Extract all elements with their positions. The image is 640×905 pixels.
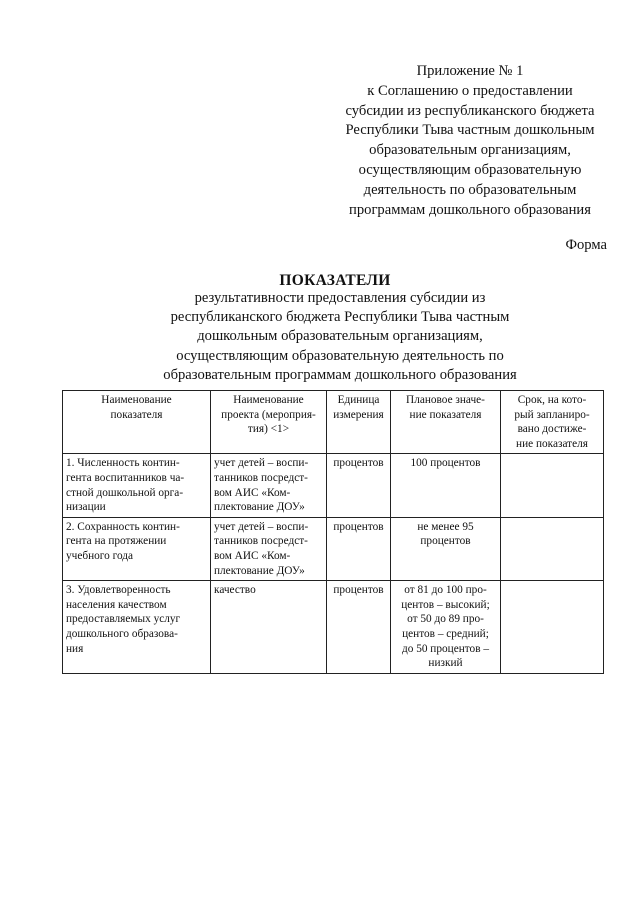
cell-text-line: процентов xyxy=(333,520,384,533)
cell-text-line: процентов xyxy=(333,457,384,470)
cell-indicator-name xyxy=(63,454,211,517)
cell-text-line: низкий xyxy=(428,657,463,670)
cell-text-line: плектование ДОУ» xyxy=(214,564,305,577)
appendix-line: к Соглашению о предоставлении xyxy=(367,82,573,99)
cell-project-name xyxy=(211,517,327,580)
cell-text-line: процентов xyxy=(333,584,384,597)
cell-text-line: танников посредст- xyxy=(214,535,308,548)
cell-deadline xyxy=(501,581,604,674)
cell-text-line: центов – средний; xyxy=(402,627,489,640)
cell-text-line: учет детей – воспи- xyxy=(214,457,309,470)
subtitle-line: образовательным программам дошкольного образования xyxy=(163,366,517,383)
appendix-line: образовательным организациям, xyxy=(369,142,571,159)
form-label: Форма xyxy=(565,237,607,253)
cell-deadline xyxy=(501,454,604,517)
cell-text-line: гента воспитанников ча- xyxy=(66,471,185,484)
appendix-line: субсидии из республиканского бюджета xyxy=(345,102,595,119)
header-planned-value: Плановое значе- ние показателя xyxy=(391,391,501,454)
cell-text-line: дошкольного образова- xyxy=(66,627,178,640)
cell-text-line: ния xyxy=(66,642,84,655)
cell-indicator-name xyxy=(63,581,211,674)
table-header-row xyxy=(63,391,604,454)
cell-text-line: гента на протяжении xyxy=(66,535,167,548)
subtitle-line: дошкольным образовательным организациям, xyxy=(197,328,483,345)
cell-text-line: центов – высокий; xyxy=(401,598,490,611)
cell-text-line: учет детей – воспи- xyxy=(214,520,309,533)
header-indicator-name: Наименование показателя xyxy=(63,391,211,454)
appendix-line: Республики Тыва частным дошкольным xyxy=(345,122,595,139)
cell-text-line: населения качеством xyxy=(66,598,167,611)
header-deadline: Срок, на кото- рый запланиро- вано достиже- ние показателя xyxy=(501,391,604,454)
cell-text-line: предоставляемых услуг xyxy=(66,613,181,626)
table-row xyxy=(63,517,604,580)
cell-text-line: плектование ДОУ» xyxy=(214,501,305,514)
cell-unit xyxy=(327,517,391,580)
cell-text-line: до 50 процентов – xyxy=(401,642,490,655)
table-body xyxy=(63,454,604,673)
cell-text-line: 2. Сохранность контин- xyxy=(66,520,180,533)
header-unit: Единица измерения xyxy=(327,391,391,454)
cell-project-name xyxy=(211,581,327,674)
table-row xyxy=(63,581,604,674)
appendix-line: деятельность по образовательным xyxy=(363,181,577,198)
cell-text-line: от 81 до 100 про- xyxy=(404,584,487,597)
header-project-name: Наименование проекта (мероприя- тия) <1> xyxy=(211,391,327,454)
appendix-line: программам дошкольного образования xyxy=(349,201,591,218)
subtitle-line: результативности предоставления субсидии из xyxy=(194,290,486,306)
cell-deadline xyxy=(501,517,604,580)
cell-text-line: низации xyxy=(66,501,106,514)
cell-planned-value xyxy=(391,581,501,674)
subtitle-line: осуществляющим образовательную деятельность по xyxy=(176,347,504,364)
cell-text-line: вом АИС «Ком- xyxy=(214,549,291,562)
appendix-line: Приложение № 1 xyxy=(416,63,524,79)
subtitle-line: республиканского бюджета Республики Тыва частным xyxy=(170,309,510,326)
cell-planned-value xyxy=(391,517,501,580)
cell-text-line: вом АИС «Ком- xyxy=(214,486,291,499)
appendix-line: осуществляющим образовательную xyxy=(358,161,582,178)
cell-unit xyxy=(327,581,391,674)
indicators-table xyxy=(62,390,604,674)
cell-text-line: стной дошкольной орга- xyxy=(66,486,184,499)
cell-project-name xyxy=(211,454,327,517)
document-title: ПОКАЗАТЕЛИ xyxy=(279,272,391,289)
cell-text-line: от 50 до 89 про- xyxy=(407,613,484,626)
cell-text-line: 1. Численность контин- xyxy=(66,457,180,470)
appendix-block xyxy=(330,62,610,220)
cell-text-line: процентов xyxy=(420,535,471,548)
cell-unit xyxy=(327,454,391,517)
cell-text-line: не менее 95 xyxy=(417,520,474,533)
cell-indicator-name xyxy=(63,517,211,580)
cell-text-line: учебного года xyxy=(66,549,134,562)
cell-text-line: танников посредст- xyxy=(214,471,308,484)
document-subtitle xyxy=(0,289,640,385)
cell-text-line: качество xyxy=(214,584,256,597)
cell-planned-value xyxy=(391,454,501,517)
cell-text-line: 100 процентов xyxy=(410,457,481,470)
table-row xyxy=(63,454,604,517)
cell-text-line: 3. Удовлетворенность xyxy=(66,584,171,597)
